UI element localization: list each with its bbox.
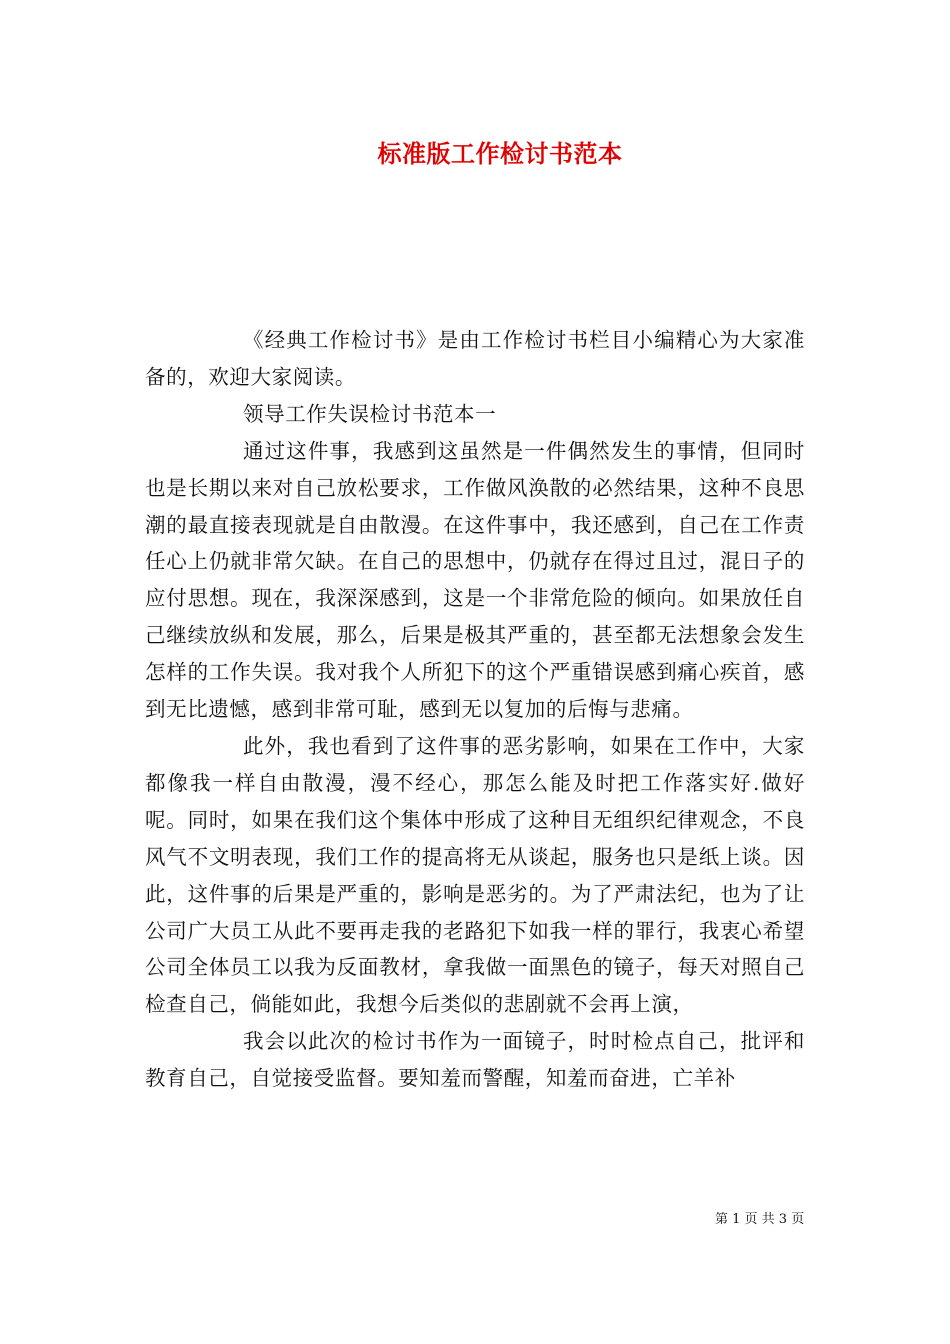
section-heading: 领导工作失误检讨书范本一 bbox=[243, 401, 497, 426]
body-paragraph: 此外，我也看到了这件事的恶劣影响，如果在工作中，大家都像我一样自由散漫，漫不经心，那怎么能及时把工作落实好.做好呢。同时，如果在我们这个集体中形成了这种目无组织纪律观念，不良风气不文明表现，我们工作的提高将无从谈起，服务也只是纸上谈。因此，这件事的后果是严重的，影响是恶劣的。为了严肃法纪，也为了让公司广大员工从此不要再走我的老路犯下如我一样的罪行，我衷心希望公司全体员工以我为反面教材，拿我做一面黑色的镜子，每天对照自己检查自己，倘能如此，我想今后类似的悲剧就不会再上演， bbox=[145, 733, 805, 1017]
document-body bbox=[145, 322, 805, 1097]
body-paragraph: 通过这件事，我感到这虽然是一件偶然发生的事情，但同时也是长期以来对自己放松要求，工作做风涣散的必然结果，这种不良思潮的最直接表现就是自由散漫。在这件事中，我还感到，自己在工作责任心上仍就非常欠缺。在自己的思想中，仍就存在得过且过，混日子的应付思想。现在，我深深感到，这是一个非常危险的倾向。如果放任自己继续放纵和发展，那么，后果是极其严重的，甚至都无法想象会发生怎样的工作失误。我对我个人所犯下的这个严重错误感到痛心疾首，感到无比遗憾，感到非常可耻，感到无以复加的后悔与悲痛。 bbox=[145, 438, 805, 722]
body-paragraph: 我会以此次的检讨书作为一面镜子，时时检点自己，批评和教育自己，自觉接受监督。要知羞而警醒，知羞而奋进，亡羊补 bbox=[145, 1029, 805, 1091]
intro-paragraph: 《经典工作检讨书》是由工作检讨书栏目小编精心为大家准备的，欢迎大家阅读。 bbox=[145, 328, 805, 389]
document-title: 标准版工作检讨书范本 bbox=[377, 139, 623, 168]
page-footer: 第 1 页 共 3 页 bbox=[715, 1212, 805, 1227]
